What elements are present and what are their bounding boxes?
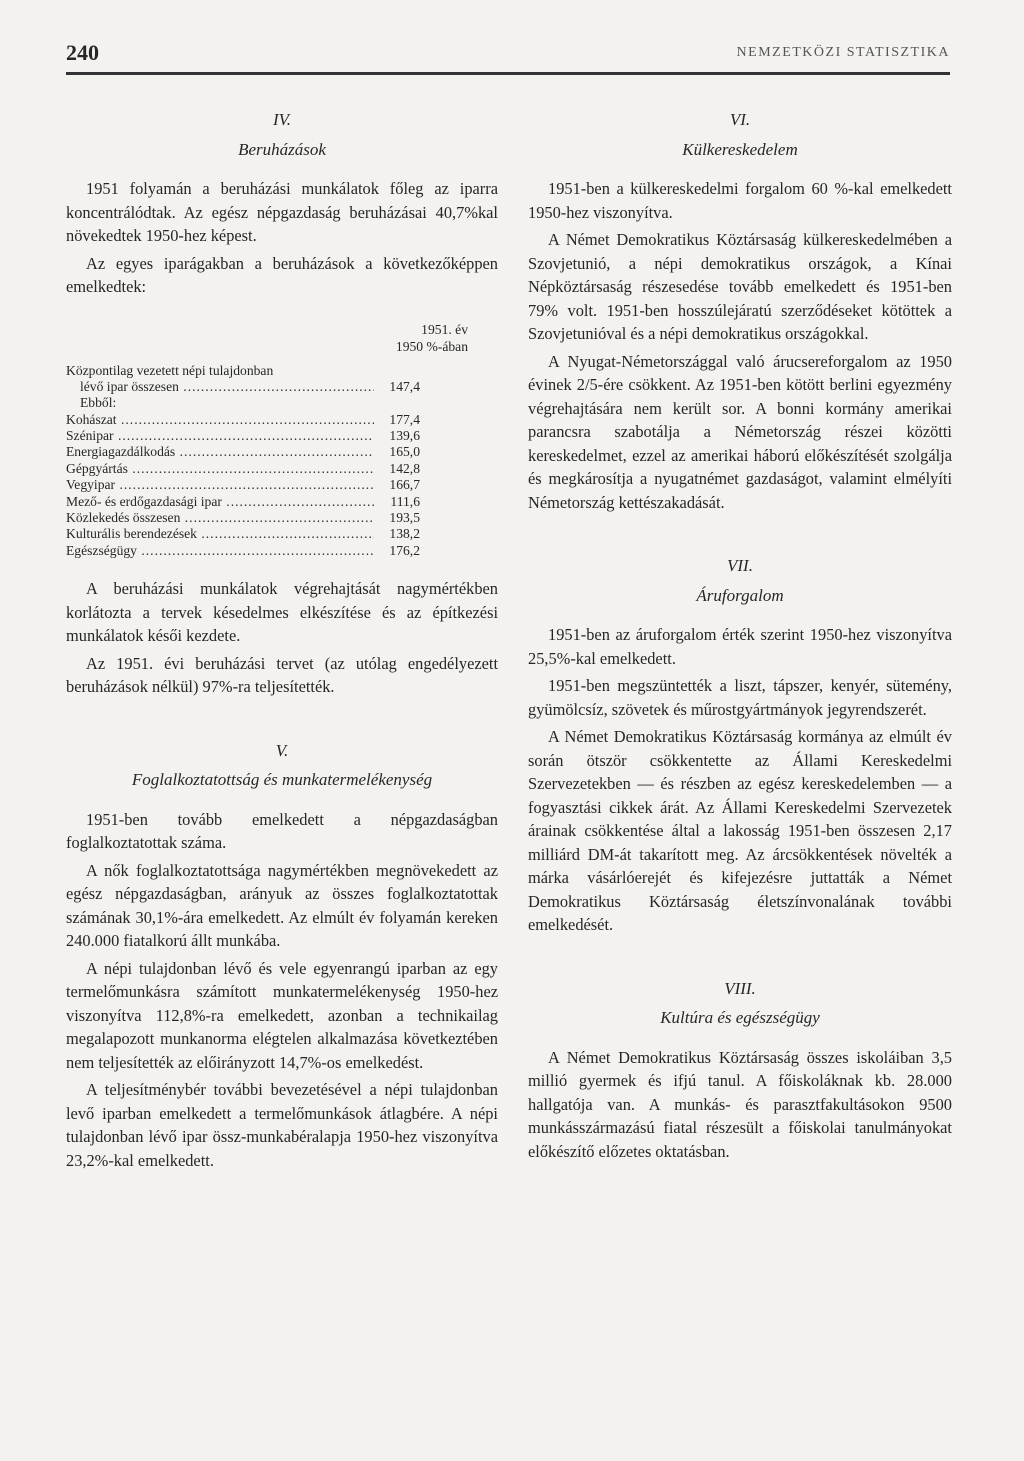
paragraph: A Német Demokratikus Köztársaság kormánya az elmúlt év során ötször csökkentette az Állami Kereskedelmi Szervezetekben — és részben az egész kereskedelemben — a fogyasztási cikkek árát. Az Állami Kereskedelmi Szervezetek árainak csökkentése által a lakosság 1951-ben összesen 2,17 milliárd DM-át takarított meg. Az árcsökkentések növelték a márka vásárlóerejét és kifejezésre juttatták a Német Demokratikus Köztársaság életszínvonalának további emelkedését.	[528, 727, 952, 934]
investment-table	[66, 321, 498, 560]
left-column	[66, 100, 498, 1176]
row-value: 111,6	[374, 494, 420, 510]
row-label: Kulturális berendezések .....	[66, 526, 498, 541]
row-label: Gépgyártás .....	[66, 461, 440, 476]
section-number: V.	[275, 740, 289, 760]
section-number: VII.	[727, 556, 753, 575]
table-row	[66, 444, 498, 460]
row-label: Vegyipar .....	[66, 477, 427, 492]
paragraph: A Német Demokratikus Köztársaság összes iskoláiban 3,5 millió gyermek és ifjú tanul. A főiskoláknak kb. 28.000 hallgatója van. A munkás- és parasztfakultásokon 9500 munkásszármazású fiatal részesült a főiskolai tanulmányokat előkészítő előzetes oktatásban.	[528, 1047, 952, 1161]
paragraph: A népi tulajdonban lévő és vele egyenrangú iparban az egy termelőmunkásra számított munkatermelékenység 1950-hez viszonyítva 112,8%-ra emelkedett, azonban a technikailag megalapozott munkanorma elégtelen alkalmazása következtében nem teljesítették az előirányzott 14,7%-os emelkedést.	[66, 958, 498, 1072]
row-value: 165,0	[374, 444, 420, 460]
paragraph: A nők foglalkoztatottsága nagymértékben megnövekedett az egész népgazdaságban, arányuk az összes foglalkoztatottak számának 30,1%-ára emelkedett. Az elmúlt év folyamán kereken 240.000 fiatalkorú állt munkába.	[66, 860, 498, 951]
paragraph: Az egyes iparágakban a beruházások a következőképpen emelkedtek:	[66, 253, 498, 296]
table-row	[66, 363, 498, 379]
right-column	[528, 100, 952, 1167]
row-label: Egészségügy .....	[66, 543, 449, 558]
paragraph: Az 1951. évi beruházási tervet (az utólag engedélyezett beruházások nélkül) 97%-ra teljesítették.	[66, 653, 498, 697]
row-label: Ebből:	[80, 395, 117, 411]
paragraph: 1951-ben a külkereskedelmi forgalom 60 %-kal emelkedett 1950-hez viszonyítva.	[528, 179, 952, 222]
row-value: 139,6	[374, 428, 420, 444]
section-number: VIII.	[724, 978, 756, 998]
section-title: Beruházások	[238, 139, 326, 159]
row-label: Szénipar .....	[66, 428, 426, 443]
table-row	[66, 395, 498, 411]
page-number: 240	[66, 40, 99, 65]
section-number: VI.	[729, 110, 751, 129]
paragraph: 1951 folyamán a beruházási munkálatok főleg az iparra koncentrálódtak. Az egész népgazdaság beruházásai 40,7%kal növekedtek 1950-hez képest.	[66, 179, 498, 245]
section-number: IV.	[272, 110, 292, 129]
row-value: 138,2	[374, 526, 420, 542]
table-row	[66, 428, 498, 444]
table-row	[66, 412, 498, 428]
section-title: Kultúra és egészségügy	[660, 1008, 820, 1027]
table-row	[66, 461, 498, 477]
row-value: 147,4	[374, 379, 420, 395]
table-head-unit: 1950 %-ában	[395, 338, 468, 354]
row-label: lévő ipar összesen .....	[66, 379, 491, 394]
row-label: Mező- és erdőgazdasági ipar .....	[66, 494, 498, 509]
row-value: 193,5	[374, 510, 420, 526]
section-title: Külkereskedelem	[682, 139, 798, 159]
row-label: Közlekedés összesen .....	[66, 510, 493, 525]
table-row	[66, 379, 498, 395]
row-value: 177,4	[374, 412, 420, 428]
table-row	[66, 494, 498, 510]
table-row	[66, 510, 498, 526]
section-title: Foglalkoztatottság és munkatermelékenység	[131, 770, 433, 790]
paragraph: 1951-ben tovább emelkedett a népgazdaságban foglalkoztatottak száma.	[66, 809, 498, 853]
paragraph: 1951-ben megszüntették a liszt, tápszer, kenyér, sütemény, gyümölcsíz, szövetek és műrostgyártmányok jegyrendszerét.	[528, 676, 952, 719]
paragraph: A teljesítménybér további bevezetésével a népi tulajdonban levő iparban emelkedett a termelőmunkások átlagbére. A népi tulajdonban lévő ipar össz-munkabéralapja 1950-hez viszonyítva 23,2%-kal emelkedett.	[66, 1080, 498, 1170]
paragraph: A Nyugat-Németországgal való árucsereforgalom az 1950 évinek 2/5-ére csökkent. Az 1951-ben kötött berlini egyezmény végrehajtására nem került sor. A bonni kormány amerikai parancsra szabotálja a Németország részei közötti kereskedelmet, ezzel az amerikai háború előkészítését szolgálja és megkárosítja a nyugatnémet gazdaságot, valamint elmélyíti Németország kettészakadását.	[528, 351, 952, 512]
paragraph: A beruházási munkálatok végrehajtását nagymértékben korlátozta a tervek késedelmes elkészítése és az építkezési munkálatok késői kezdete.	[66, 579, 498, 646]
table-row	[66, 477, 498, 493]
paragraph: A Német Demokratikus Köztársaság külkereskedelmében a Szovjetunió, a népi demokratikus országok, a Kínai Népköztársaság részesedése tovább emelkedett és 1951-ben 79% volt. 1951-ben hosszúlejáratú szerződéseket kötöttek a Szovjetunióval és a népi demokratikus országokkal.	[528, 230, 952, 343]
row-value: 176,2	[374, 543, 420, 559]
section-title: Áruforgalom	[696, 585, 784, 605]
table-row	[66, 526, 498, 542]
row-label: Kohászat .....	[66, 412, 429, 427]
header-rule	[66, 72, 950, 75]
row-value: 166,7	[374, 477, 420, 493]
running-head: NEMZETKÖZI STATISZTIKA	[736, 45, 950, 60]
row-label: Központilag vezetett népi tulajdonban	[66, 362, 274, 378]
table-row	[66, 543, 498, 559]
row-value: 142,8	[374, 461, 420, 477]
paragraph: 1951-ben az áruforgalom érték szerint 1950-hez viszonyítva 25,5%-kal emelkedett.	[528, 625, 952, 668]
row-label: Energiagazdálkodás .....	[66, 444, 488, 459]
table-head-year: 1951. év	[421, 321, 468, 337]
page-header	[66, 40, 950, 76]
